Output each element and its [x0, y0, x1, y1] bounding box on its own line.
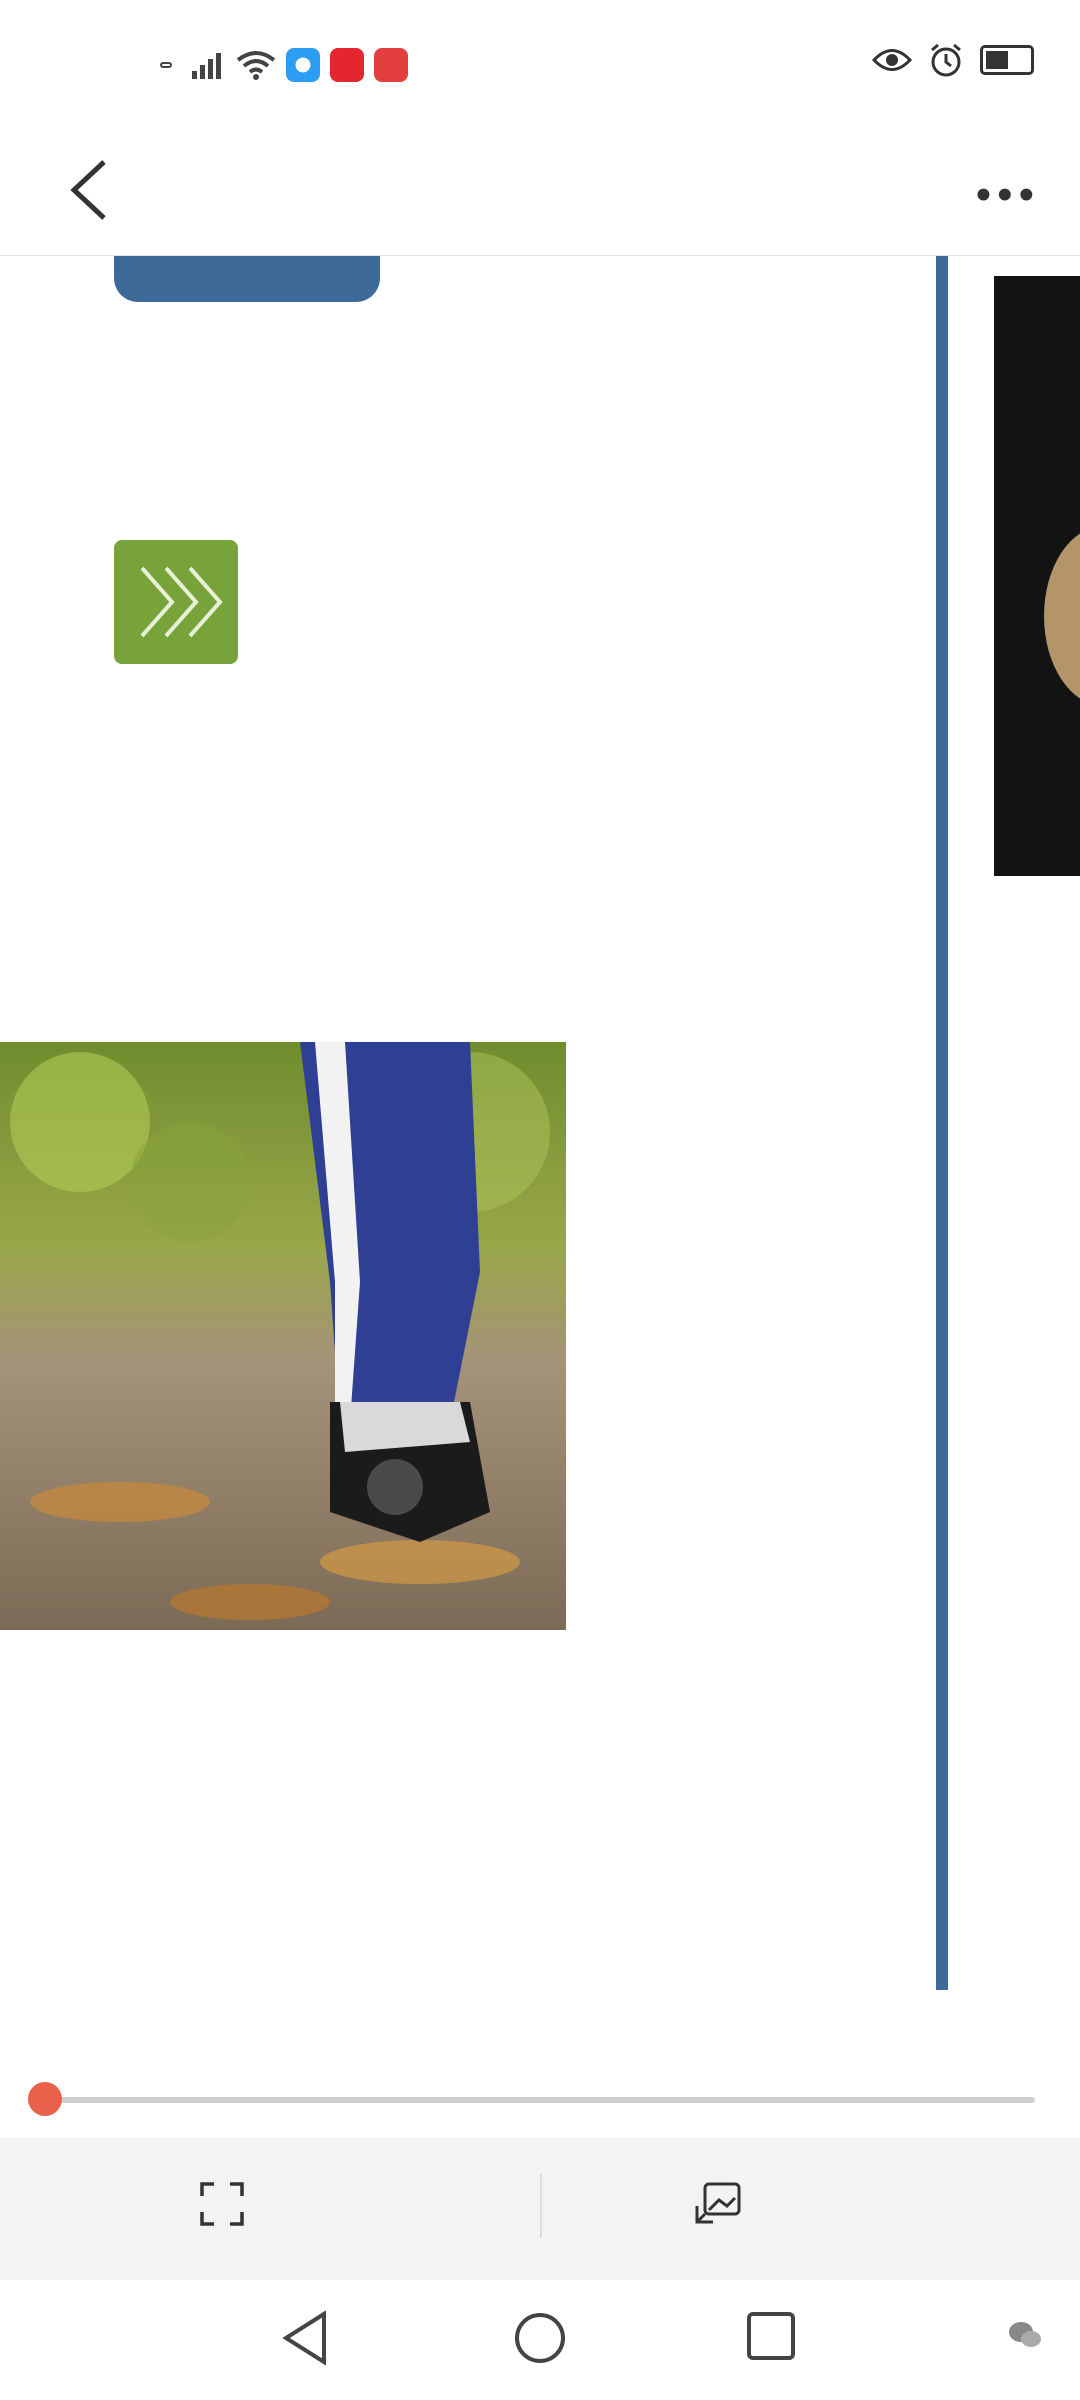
watermark	[1008, 2320, 1050, 2350]
signal-icon	[192, 51, 226, 79]
tmall-app-icon	[330, 48, 364, 82]
convert-to-image-button[interactable]	[695, 2182, 765, 2226]
battery-icon	[980, 45, 1034, 75]
hd-badge	[160, 62, 172, 68]
back-button[interactable]	[60, 150, 120, 230]
status-right	[872, 42, 1050, 78]
wechat-icon	[1008, 2320, 1042, 2350]
image-convert-icon	[695, 2182, 743, 2226]
eye-icon	[872, 47, 912, 73]
next-page-preview	[936, 256, 1080, 1990]
huawei-app-icon	[374, 48, 408, 82]
double-chevron-icon	[114, 540, 238, 664]
nav-recents-icon[interactable]	[745, 2310, 797, 2362]
system-nav-bar	[0, 2280, 1080, 2400]
wifi-icon	[236, 50, 276, 80]
status-bar	[0, 0, 1080, 130]
fullscreen-icon	[200, 2182, 244, 2226]
pdf-page[interactable]	[0, 256, 1080, 1990]
section-badge	[114, 256, 380, 302]
chevron-left-icon	[60, 150, 120, 230]
sidebar-rule	[936, 256, 948, 1990]
walking-photo	[0, 1042, 566, 1630]
qq-browser-app-icon	[286, 48, 320, 82]
alarm-icon	[928, 42, 964, 78]
page-slider-handle[interactable]	[28, 2082, 62, 2116]
sidebar-photo	[994, 276, 1080, 876]
page-slider[interactable]	[45, 2097, 1035, 2103]
more-options-button[interactable]: •••	[975, 170, 1040, 219]
nav-home-icon[interactable]	[512, 2310, 568, 2366]
bottom-toolbar	[0, 2138, 1080, 2280]
status-left	[160, 48, 408, 82]
nav-back-icon[interactable]	[280, 2310, 332, 2366]
fullscreen-button[interactable]	[200, 2182, 266, 2226]
toolbar-divider	[540, 2174, 542, 2238]
title-bar	[0, 130, 1080, 256]
